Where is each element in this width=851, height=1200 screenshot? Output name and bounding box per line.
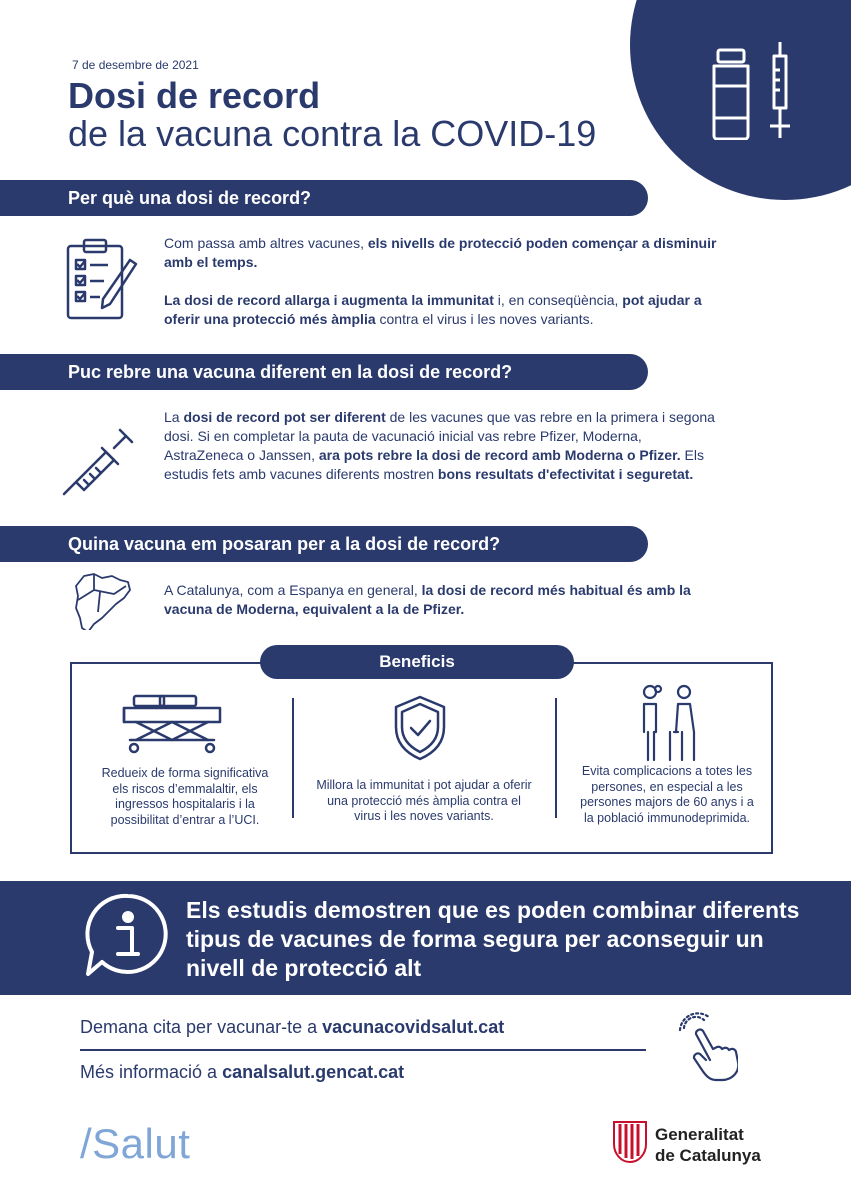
section-why-paragraph-1: Com passa amb altres vacunes, els nivells de protecció poden començar a disminuir amb el temps. (164, 235, 717, 270)
hospital-bed-icon (120, 690, 224, 756)
section-which-vaccine-paragraph: A Catalunya, com a Espanya en general, la dosi de record més habitual és amb la vacuna de Moderna, equivalent a la de Pfizer. (164, 582, 691, 617)
footer-divider (80, 1049, 646, 1051)
info-link[interactable]: canalsalut.gencat.cat (222, 1062, 405, 1082)
tap-hand-icon (676, 1012, 738, 1084)
section-why-paragraph-2: La dosi de record allarga i augmenta la immunitat i, en conseqüència, pot ajudar a oferir una protecció més àmplia contra el virus i les noves variants. (164, 292, 702, 327)
info-bubble-icon (82, 890, 174, 982)
section-different-vaccine-paragraph: La dosi de record pot ser diferent de les vacunes que vas rebre en la primera i segona dosi. Si en completar la pauta de vacunació inicial vas rebre Pfizer, Moderna, AstraZeneca o Janssen, ara pots rebre la dosi de record amb Moderna o Pfizer. Els estudis fets amb vacunes diferents mostren bons resultats d'efectivitat i seguretat. (164, 409, 715, 482)
appointment-line: Demana cita per vacunar-te a vacunacovidsalut.cat (80, 1017, 505, 1037)
salut-logo: /Salut (80, 1120, 191, 1167)
publication-date: 7 de desembre de 2021 (72, 58, 199, 72)
benefits-divider (555, 698, 557, 818)
benefit-1-text: Redueix de forma significativa els riscos d’emmalaltir, els ingressos hospitalaris i la possibilitat d’entrar a l’UCI. (101, 766, 269, 827)
section-heading-different-vaccine: Puc rebre una vacuna diferent en la dosi de record? (0, 354, 648, 390)
gencat-seal-icon (612, 1120, 648, 1164)
banner-message: Els estudis demostren que es poden combinar diferents tipus de vacunes de forma segura per aconseguir un nivell de protecció alt (186, 897, 800, 981)
appointment-link[interactable]: vacunacovidsalut.cat (322, 1017, 505, 1037)
info-line: Més informació a canalsalut.gencat.cat (80, 1062, 405, 1082)
page-subtitle: de la vacuna contra la COVID-19 (68, 113, 597, 154)
shield-check-icon (391, 694, 449, 762)
gencat-logo-text: Generalitat de Catalunya (655, 1125, 761, 1165)
page-title: Dosi de record (68, 75, 321, 116)
benefit-2-text: Millora la immunitat i pot ajudar a oferir una protecció més àmplia contra el virus i les noves variants. (316, 778, 532, 823)
elderly-people-icon (636, 684, 706, 762)
section-heading-which-vaccine: Quina vacuna em posaran per a la dosi de record? (0, 526, 648, 562)
benefit-3-text: Evita complicacions a totes les persones, en especial a les persones majors de 60 anys i a la població immunodeprimida. (580, 764, 754, 825)
section-heading-why: Per què una dosi de record? (0, 180, 648, 216)
clipboard-checklist-icon (66, 238, 138, 320)
benefits-divider (292, 698, 294, 818)
catalonia-map-icon (70, 572, 132, 630)
syringe-icon (60, 418, 136, 498)
benefits-title: Beneficis (260, 645, 574, 679)
vaccine-vial-syringe-icon (700, 40, 810, 140)
